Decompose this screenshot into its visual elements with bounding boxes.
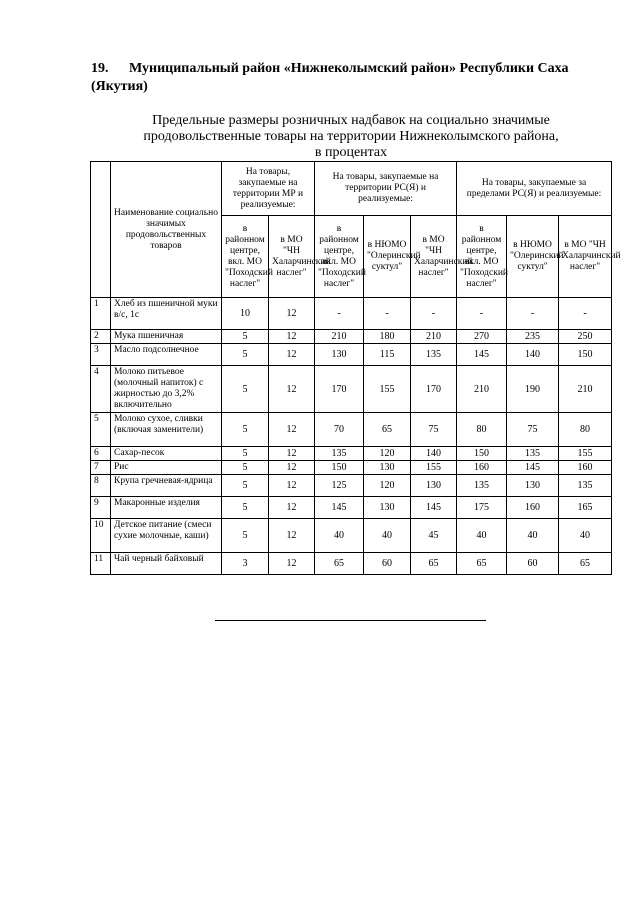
markup-value: 60 bbox=[507, 553, 559, 575]
markup-value: 80 bbox=[457, 413, 507, 447]
markup-value: 135 bbox=[457, 475, 507, 497]
markup-value: 5 bbox=[222, 497, 269, 519]
markup-value: 145 bbox=[411, 497, 457, 519]
row-number: 2 bbox=[91, 330, 111, 344]
caption-line-3: в процентах bbox=[314, 145, 388, 160]
markup-value: 5 bbox=[222, 519, 269, 553]
markup-value: 155 bbox=[559, 447, 612, 461]
product-name: Крупа гречневая-ядрица bbox=[111, 475, 222, 497]
row-number: 7 bbox=[91, 461, 111, 475]
markup-value: 65 bbox=[364, 413, 411, 447]
markup-value: - bbox=[457, 298, 507, 330]
markup-value: 40 bbox=[507, 519, 559, 553]
markup-value: 170 bbox=[315, 366, 364, 413]
header-group-rs: На товары, закупаемые на территории РС(Я) и реализуемые: bbox=[315, 162, 457, 216]
markup-value: 12 bbox=[269, 344, 315, 366]
table-caption bbox=[91, 113, 611, 161]
markup-value: - bbox=[315, 298, 364, 330]
product-name: Масло подсолнечное bbox=[111, 344, 222, 366]
header-group-mr: На товары, закупаемые на территории МР и реализуемые: bbox=[222, 162, 315, 216]
markup-value: 150 bbox=[315, 461, 364, 475]
table-header-row bbox=[91, 162, 612, 216]
markup-value: 125 bbox=[315, 475, 364, 497]
markup-value: 120 bbox=[364, 447, 411, 461]
row-number: 11 bbox=[91, 553, 111, 575]
markup-value: 40 bbox=[559, 519, 612, 553]
markup-value: 250 bbox=[559, 330, 612, 344]
markup-value: 140 bbox=[507, 344, 559, 366]
markup-value: 235 bbox=[507, 330, 559, 344]
section-heading bbox=[91, 60, 611, 96]
markup-value: 5 bbox=[222, 344, 269, 366]
markup-value: 12 bbox=[269, 475, 315, 497]
markup-value: 145 bbox=[507, 461, 559, 475]
markup-value: 135 bbox=[315, 447, 364, 461]
section-number: 19. bbox=[91, 61, 109, 76]
markup-value: 65 bbox=[411, 553, 457, 575]
product-name: Детское питание (смеси сухие молочные, каши) bbox=[111, 519, 222, 553]
markup-value: 170 bbox=[411, 366, 457, 413]
row-number: 5 bbox=[91, 413, 111, 447]
markup-value: 70 bbox=[315, 413, 364, 447]
table-row bbox=[91, 298, 612, 330]
markup-value: 130 bbox=[411, 475, 457, 497]
table-row bbox=[91, 475, 612, 497]
table-row bbox=[91, 497, 612, 519]
markup-value: 130 bbox=[507, 475, 559, 497]
markup-value: 175 bbox=[457, 497, 507, 519]
subheader-cell: в НЮМО "Олеринский суктул" bbox=[364, 216, 411, 298]
markup-value: 10 bbox=[222, 298, 269, 330]
markup-value: 40 bbox=[315, 519, 364, 553]
markup-value: 40 bbox=[364, 519, 411, 553]
markup-value: 12 bbox=[269, 330, 315, 344]
row-number: 3 bbox=[91, 344, 111, 366]
markup-value: 12 bbox=[269, 461, 315, 475]
markup-value: 65 bbox=[559, 553, 612, 575]
markup-value: - bbox=[559, 298, 612, 330]
row-number: 6 bbox=[91, 447, 111, 461]
markup-value: 3 bbox=[222, 553, 269, 575]
product-name: Сахар-песок bbox=[111, 447, 222, 461]
header-number-cell bbox=[91, 162, 111, 298]
markup-table bbox=[90, 161, 621, 575]
markup-value: 130 bbox=[364, 461, 411, 475]
markup-value: 140 bbox=[411, 447, 457, 461]
subheader-cell: в МО "ЧН Халарчинский наслег" bbox=[559, 216, 612, 298]
markup-value: 270 bbox=[457, 330, 507, 344]
subheader-cell: в районном центре, вкл. МО "Походский наслег" bbox=[315, 216, 364, 298]
markup-value: 12 bbox=[269, 298, 315, 330]
table-row bbox=[91, 413, 612, 447]
caption-line-2: продовольственные товары на территории Нижнеколымского района, bbox=[143, 129, 559, 144]
markup-value: 12 bbox=[269, 497, 315, 519]
markup-value: 5 bbox=[222, 413, 269, 447]
markup-value: 165 bbox=[559, 497, 612, 519]
horizontal-rule bbox=[215, 620, 486, 621]
table-row bbox=[91, 330, 612, 344]
markup-value: 150 bbox=[559, 344, 612, 366]
markup-value: 5 bbox=[222, 447, 269, 461]
markup-value: 65 bbox=[315, 553, 364, 575]
table-row bbox=[91, 366, 612, 413]
markup-value: 40 bbox=[457, 519, 507, 553]
markup-value: - bbox=[507, 298, 559, 330]
markup-value: 130 bbox=[364, 497, 411, 519]
row-number: 1 bbox=[91, 298, 111, 330]
product-name: Мука пшеничная bbox=[111, 330, 222, 344]
markup-value: 190 bbox=[507, 366, 559, 413]
markup-value: 145 bbox=[457, 344, 507, 366]
markup-value: 150 bbox=[457, 447, 507, 461]
markup-value: 135 bbox=[411, 344, 457, 366]
markup-value: 75 bbox=[411, 413, 457, 447]
header-product-name: Наименование социально значимых продовольственных товаров bbox=[111, 162, 222, 298]
subheader-cell: в НЮМО "Олеринский суктул" bbox=[507, 216, 559, 298]
subheader-cell: в районном центре, вкл. МО "Походский наслег" bbox=[457, 216, 507, 298]
product-name: Хлеб из пшеничной муки в/с, 1с bbox=[111, 298, 222, 330]
markup-value: 160 bbox=[559, 461, 612, 475]
table-row bbox=[91, 344, 612, 366]
table-row bbox=[91, 447, 612, 461]
product-name: Макаронные изделия bbox=[111, 497, 222, 519]
product-name: Чай черный байховый bbox=[111, 553, 222, 575]
markup-value: 210 bbox=[559, 366, 612, 413]
markup-value: 5 bbox=[222, 366, 269, 413]
product-name: Рис bbox=[111, 461, 222, 475]
markup-value: 130 bbox=[315, 344, 364, 366]
markup-value: 12 bbox=[269, 366, 315, 413]
markup-value: 65 bbox=[457, 553, 507, 575]
table-row bbox=[91, 461, 612, 475]
markup-value: 155 bbox=[411, 461, 457, 475]
table-body bbox=[91, 298, 612, 575]
row-number: 10 bbox=[91, 519, 111, 553]
subheader-cell: в МО "ЧН Халарчинский наслег" bbox=[411, 216, 457, 298]
markup-value: 135 bbox=[559, 475, 612, 497]
markup-value: 5 bbox=[222, 461, 269, 475]
markup-value: 12 bbox=[269, 519, 315, 553]
table-row bbox=[91, 553, 612, 575]
markup-value: 210 bbox=[411, 330, 457, 344]
markup-value: 180 bbox=[364, 330, 411, 344]
row-number: 8 bbox=[91, 475, 111, 497]
header-group-outside: На товары, закупаемые за пределами РС(Я) и реализуемые: bbox=[457, 162, 612, 216]
table-row bbox=[91, 519, 612, 553]
markup-value: 160 bbox=[507, 497, 559, 519]
subheader-cell: в МО "ЧН Халарчинский наслег" bbox=[269, 216, 315, 298]
markup-value: 210 bbox=[457, 366, 507, 413]
row-number: 4 bbox=[91, 366, 111, 413]
markup-value: 155 bbox=[364, 366, 411, 413]
row-number: 9 bbox=[91, 497, 111, 519]
markup-value: 12 bbox=[269, 413, 315, 447]
markup-value: 160 bbox=[457, 461, 507, 475]
markup-value: 12 bbox=[269, 553, 315, 575]
markup-value: 145 bbox=[315, 497, 364, 519]
markup-value: 210 bbox=[315, 330, 364, 344]
markup-value: 120 bbox=[364, 475, 411, 497]
subheader-cell: в районном центре, вкл. МО "Походский наслег" bbox=[222, 216, 269, 298]
section-title: Муниципальный район «Нижнеколымский район» Республики Саха (Якутия) bbox=[91, 61, 569, 94]
markup-value: 5 bbox=[222, 475, 269, 497]
markup-value: 75 bbox=[507, 413, 559, 447]
markup-value: 115 bbox=[364, 344, 411, 366]
markup-value: 12 bbox=[269, 447, 315, 461]
caption-line-1: Предельные размеры розничных надбавок на социально значимые bbox=[152, 113, 550, 128]
markup-value: 45 bbox=[411, 519, 457, 553]
product-name: Молоко питьевое (молочный напиток) с жирностью до 3,2% включительно bbox=[111, 366, 222, 413]
markup-value: 60 bbox=[364, 553, 411, 575]
markup-value: 80 bbox=[559, 413, 612, 447]
markup-value: - bbox=[364, 298, 411, 330]
markup-value: 135 bbox=[507, 447, 559, 461]
markup-value: - bbox=[411, 298, 457, 330]
markup-value: 5 bbox=[222, 330, 269, 344]
product-name: Молоко сухое, сливки (включая заменители) bbox=[111, 413, 222, 447]
